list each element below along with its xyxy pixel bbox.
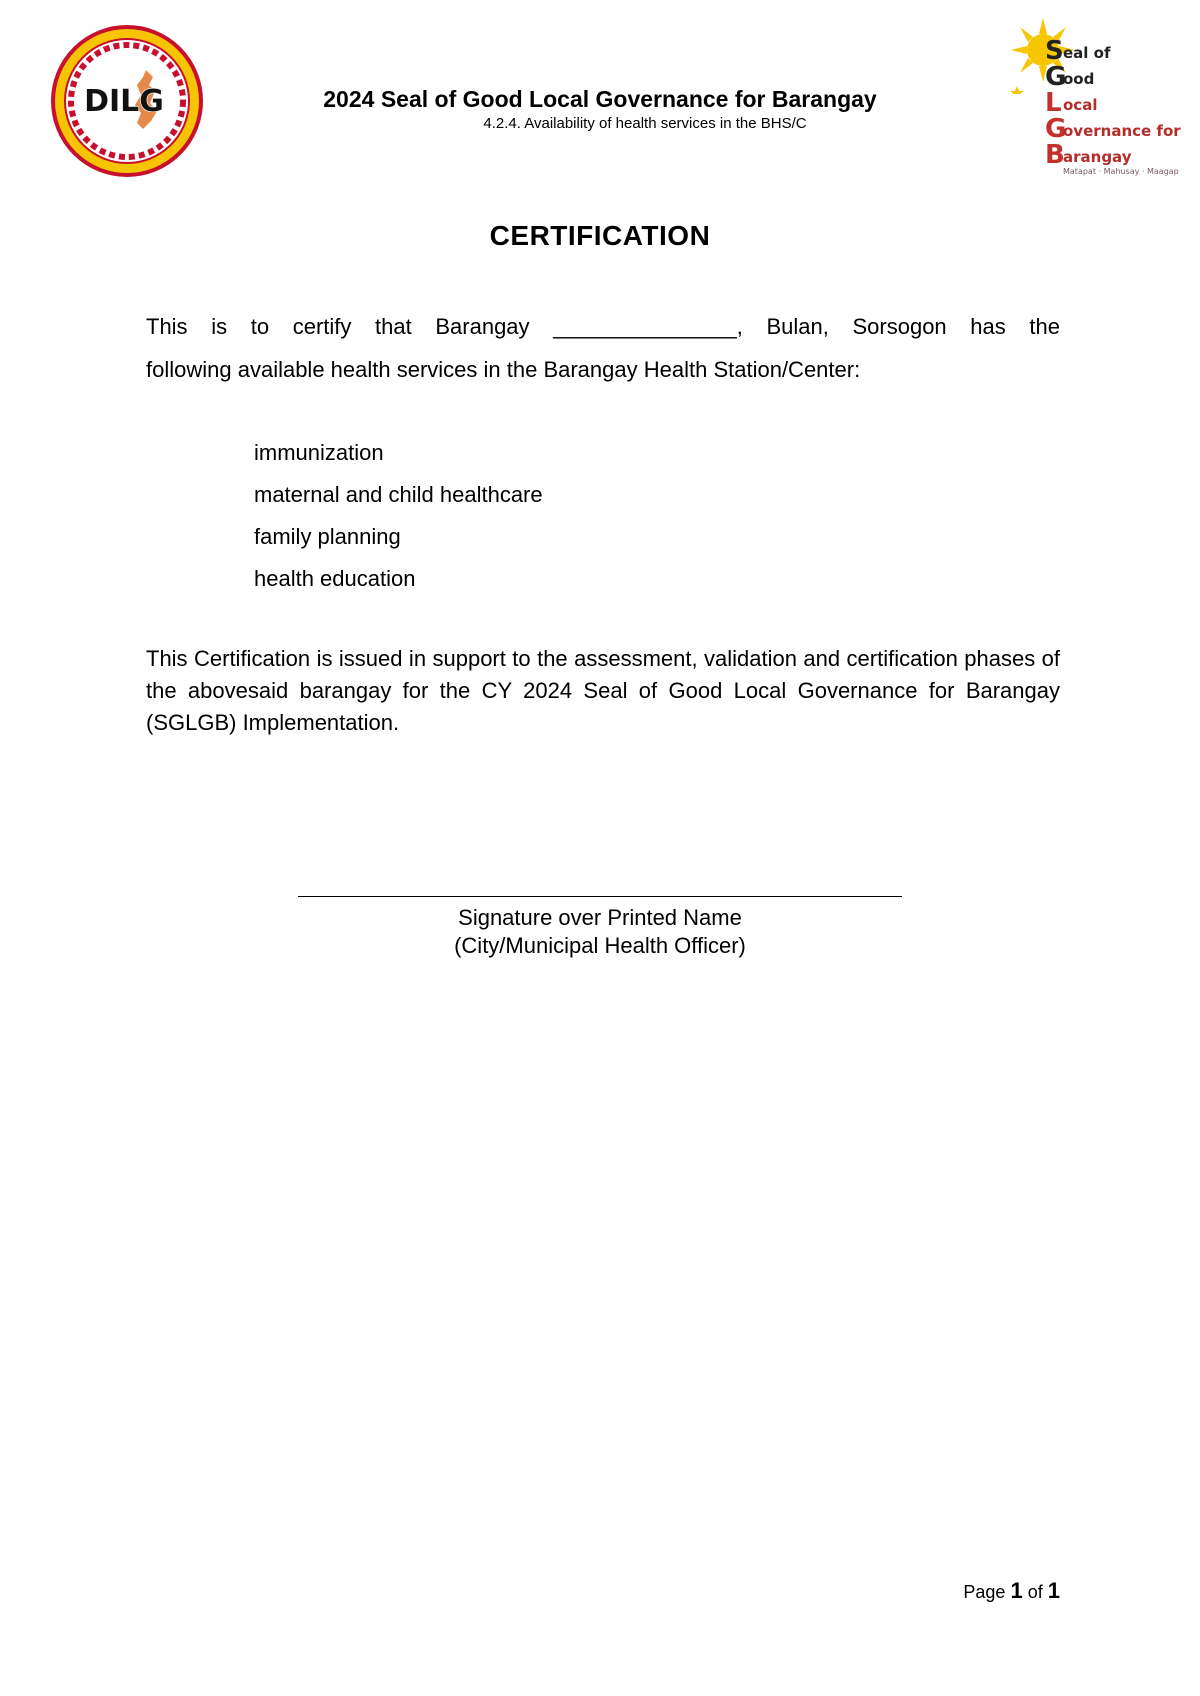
sglgb-wordmark	[1045, 38, 1181, 168]
sglgb-word: arangay	[1063, 148, 1132, 166]
certify-paragraph	[146, 305, 1060, 391]
health-services-list	[254, 432, 543, 600]
list-item: maternal and child healthcare	[254, 482, 543, 507]
sglgb-initial: L	[1045, 88, 1062, 118]
sglgb-initial: S	[1045, 36, 1064, 66]
certification-title: CERTIFICATION	[489, 220, 711, 251]
list-item: immunization	[254, 440, 384, 465]
signature-block	[0, 870, 1200, 960]
sglgb-word: ood	[1063, 70, 1095, 88]
dilg-logo-text: DILG	[84, 84, 164, 119]
signature-line	[298, 870, 902, 897]
signature-label: Signature over Printed Name	[458, 905, 742, 930]
dilg-seal-icon	[51, 25, 203, 177]
sglgb-initial: G	[1045, 62, 1067, 92]
sglgb-tagline: Matapat · Mahusay · Maagap	[1063, 167, 1179, 176]
page-of-word: of	[1027, 1582, 1043, 1602]
sglgb-logo	[1005, 14, 1185, 184]
certify-line-2: following available health services in the Barangay Health Station/Center:	[146, 357, 861, 382]
purpose-paragraph: This Certification is issued in support to the assessment, validation and certification phases of the abovesaid barangay for the CY 2024 Seal of Good Local Governance for Barangay (SGLGB) Implementation.	[146, 646, 1060, 735]
dilg-logo	[51, 25, 203, 177]
page-current: 1	[1010, 1578, 1023, 1603]
signature-role: (City/Municipal Health Officer)	[454, 933, 746, 958]
certify-line-1: This is to certify that Barangay _______________, Bulan, Sorsogon has the	[146, 314, 1060, 339]
page-total: 1	[1047, 1578, 1060, 1603]
page-number	[963, 1578, 1060, 1604]
header-title: 2024 Seal of Good Local Governance for Barangay	[323, 86, 877, 112]
sglgb-initial: B	[1045, 140, 1065, 170]
sglgb-word: overnance for	[1063, 122, 1181, 140]
list-item: family planning	[254, 524, 401, 549]
sglgb-word: eal of	[1063, 44, 1111, 62]
sglgb-initial: G	[1045, 114, 1067, 144]
list-item: health education	[254, 566, 416, 591]
header-subtitle: 4.2.4. Availability of health services in the BHS/C	[483, 115, 807, 132]
page-word: Page	[963, 1582, 1006, 1602]
sglgb-word: ocal	[1063, 96, 1098, 114]
